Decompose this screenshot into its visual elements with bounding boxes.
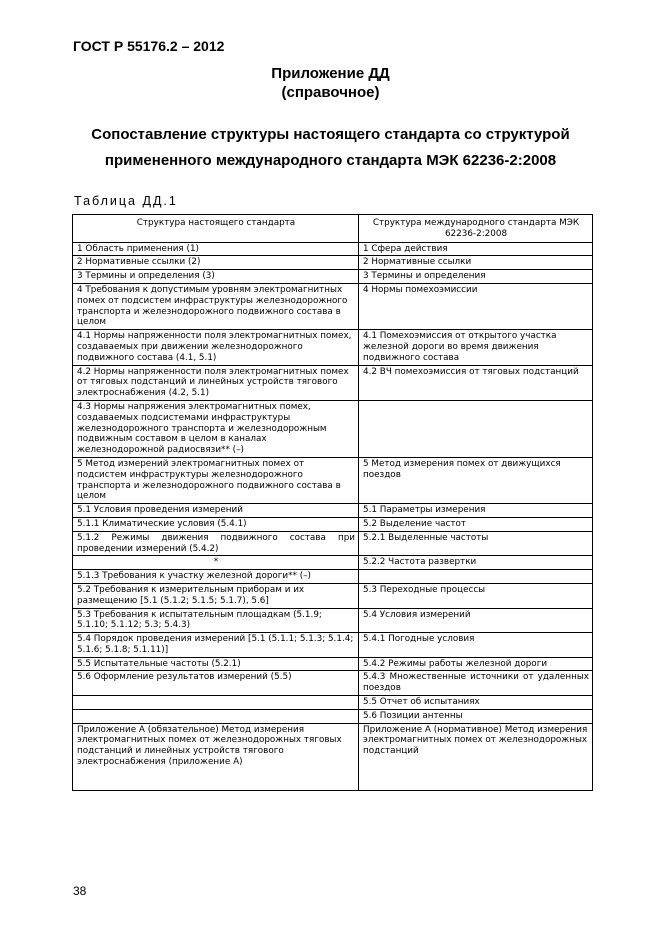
cell-international: 5.3 Переходные процессы (359, 583, 593, 608)
cell-international: 4.2 ВЧ помехоэмиссия от тяговых подстанций (359, 365, 593, 400)
comparison-table (72, 214, 593, 791)
table-row (73, 723, 593, 790)
table-row (73, 365, 593, 400)
cell-international: 2 Нормативные ссылки (359, 256, 593, 270)
cell-national: 3 Термины и определения (3) (73, 270, 359, 284)
cell-national: 4.1 Нормы напряженности поля электромагнитных помех, создаваемых при движении железнодорожного подвижного состава (4.1, 5.1) (73, 330, 359, 365)
appendix-heading (60, 122, 601, 174)
cell-national: 1 Область применения (1) (73, 242, 359, 256)
cell-national: 5.1.1 Климатические условия (5.4.1) (73, 517, 359, 531)
cell-national: 5.1 Условия проведения измерений (73, 504, 359, 518)
cell-international: 1 Сфера действия (359, 242, 593, 256)
cell-national: 5.6 Оформление результатов измерений (5.5) (73, 671, 359, 696)
cell-national: Приложение А (обязательное) Метод измерения электромагнитных помех от железнодорожных тяговых подстанций и линейных устройств тягового электроснабжения (приложение А) (73, 723, 359, 790)
cell-international: 5.4 Условия измерений (359, 608, 593, 633)
cell-international: 5.6 Позиции антенны (359, 709, 593, 723)
column-header-national: Структура настоящего стандарта (73, 215, 359, 243)
cell-national: 2 Нормативные ссылки (2) (73, 256, 359, 270)
table-row (73, 633, 593, 658)
appendix-title-block (0, 64, 661, 102)
cell-national: 5.5 Испытательные частоты (5.2.1) (73, 657, 359, 671)
table-label: Таблица ДД.1 (74, 194, 178, 208)
cell-national: * (73, 556, 359, 570)
cell-national: 5 Метод измерений электромагнитных помех от подсистем инфраструктуры железнодорожного транспорта и железнодорожного подвижного состава в целом (73, 457, 359, 503)
table-row (73, 517, 593, 531)
table-row (73, 531, 593, 556)
table-row (73, 657, 593, 671)
table-row (73, 583, 593, 608)
cell-international: 4 Нормы помехоэмиссии (359, 283, 593, 329)
cell-national (73, 709, 359, 723)
table-row (73, 270, 593, 284)
cell-international (359, 400, 593, 457)
cell-international: 3 Термины и определения (359, 270, 593, 284)
table-row (73, 242, 593, 256)
cell-international: 5.1 Параметры измерения (359, 504, 593, 518)
cell-international: 5.2.2 Частота развертки (359, 556, 593, 570)
column-header-international: Структура международного стандарта МЭК 62236-2:2008 (359, 215, 593, 243)
cell-national: 4 Требования к допустимым уровням электромагнитных помех от подсистем инфраструктуры железнодорожного транспорта и железнодорожного подвижного состава в целом (73, 283, 359, 329)
document-code: ГОСТ Р 55176.2 – 2012 (73, 38, 225, 54)
cell-international: Приложение А (нормативное) Метод измерения электромагнитных помех от железнодорожных подстанций (359, 723, 593, 790)
appendix-subtitle: (справочное) (281, 84, 380, 101)
appendix-heading-line2: примененного международного стандарта МЭК 62236-2:2008 (104, 152, 557, 169)
table-header-row (73, 215, 593, 243)
table-row (73, 283, 593, 329)
table-row (73, 330, 593, 365)
cell-international (359, 570, 593, 584)
table-row (73, 400, 593, 457)
appendix-title: Приложение ДД (271, 65, 390, 82)
cell-international: 5.4.3 Множественные источники от удаленных поездов (359, 671, 593, 696)
table-row (73, 504, 593, 518)
cell-national: 5.1.2 Режимы движения подвижного состава при проведении измерений (5.4.2) (73, 531, 359, 556)
cell-international: 5.4.2 Режимы работы железной дороги (359, 657, 593, 671)
cell-national (73, 696, 359, 710)
table-row (73, 608, 593, 633)
cell-national: 5.3 Требования к испытательным площадкам (5.1.9; 5.1.10; 5.1.12; 5.3; 5.4.3) (73, 608, 359, 633)
cell-national: 5.1.3 Требования к участку железной дороги** (–) (73, 570, 359, 584)
cell-international: 5.5 Отчет об испытаниях (359, 696, 593, 710)
table-row (73, 556, 593, 570)
cell-national: 5.2 Требования к измерительным приборам и их размещению [5.1 (5.1.2; 5.1.5; 5.1.7), 5.6] (73, 583, 359, 608)
table-row (73, 570, 593, 584)
table-row (73, 457, 593, 503)
cell-national: 5.4 Порядок проведения измерений [5.1 (5.1.1; 5.1.3; 5.1.4; 5.1.6; 5.1.8; 5.1.11)] (73, 633, 359, 658)
appendix-heading-line1: Сопоставление структуры настоящего стандарта со структурой (91, 126, 570, 143)
cell-national: 4.2 Нормы напряженности поля электромагнитных помех от тяговых подстанций и линейных устройств тягового электроснабжения (4.2, 5.1) (73, 365, 359, 400)
table-row (73, 696, 593, 710)
cell-international: 4.1 Помехоэмиссия от открытого участка железной дороги во время движения подвижного состава (359, 330, 593, 365)
cell-international: 5.2 Выделение частот (359, 517, 593, 531)
table-row (73, 671, 593, 696)
table-row (73, 709, 593, 723)
cell-international: 5.2.1 Выделенные частоты (359, 531, 593, 556)
page-number: 38 (73, 884, 87, 898)
cell-international: 5.4.1 Погодные условия (359, 633, 593, 658)
table-row (73, 256, 593, 270)
cell-international: 5 Метод измерения помех от движущихся поездов (359, 457, 593, 503)
cell-national: 4.3 Нормы напряжения электромагнитных помех, создаваемых подсистемами инфраструктуры железнодорожного транспорта и железнодорожным подвижным составом в целом в каналах железнодорожной радиосвязи** (–) (73, 400, 359, 457)
